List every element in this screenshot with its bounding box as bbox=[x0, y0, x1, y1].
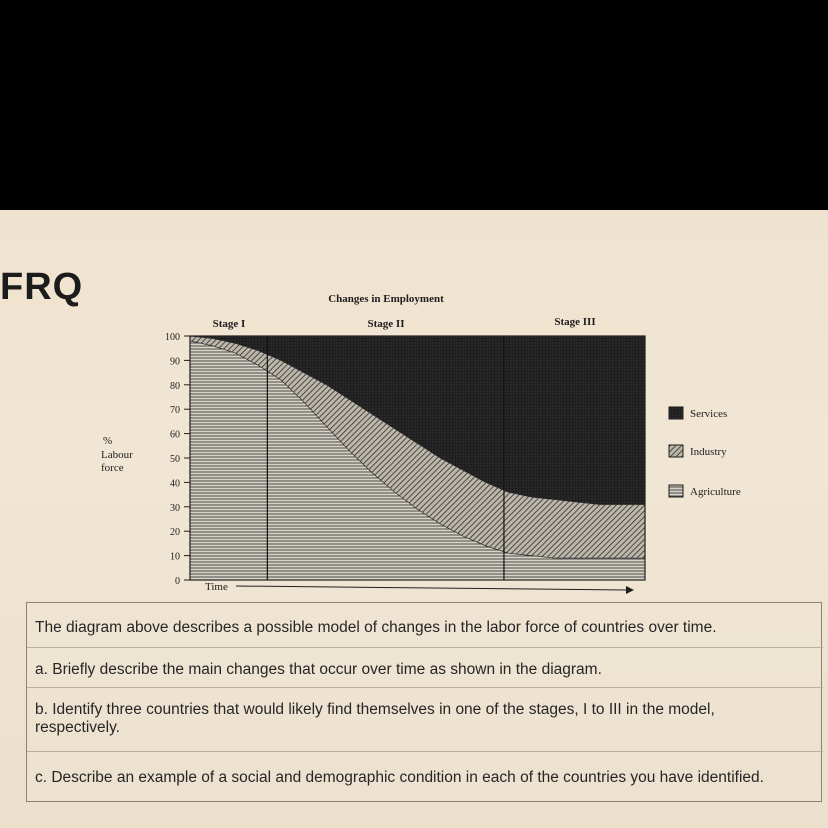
y-tick-label: 10 bbox=[170, 551, 180, 563]
photo-dark-background bbox=[0, 0, 828, 210]
question-c-text: c. Describe an example of a social and demographic condition in each of the countries you have identified. bbox=[35, 769, 764, 786]
stage-label-3: Stage III bbox=[554, 316, 596, 328]
employment-chart bbox=[0, 210, 828, 602]
question-a-text: a. Briefly describe the main changes that occur over time as shown in the diagram. bbox=[35, 661, 602, 678]
y-tick-label: 50 bbox=[170, 454, 180, 465]
y-tick-label: 30 bbox=[170, 502, 180, 514]
time-axis bbox=[205, 581, 634, 594]
y-tick-label: 60 bbox=[170, 429, 180, 441]
y-tick-label: 70 bbox=[170, 405, 180, 417]
y-tick-label: 80 bbox=[170, 380, 180, 392]
y-tick-label: 0 bbox=[175, 576, 180, 587]
y-axis-label-percent: % bbox=[103, 435, 113, 447]
question-c bbox=[27, 751, 823, 801]
legend-swatch-industry bbox=[669, 445, 683, 457]
question-b bbox=[27, 687, 823, 752]
legend-label-services: Services bbox=[690, 408, 728, 420]
y-tick-label: 100 bbox=[165, 332, 180, 343]
x-axis-label: Time bbox=[205, 581, 228, 593]
legend-swatch-agriculture bbox=[669, 485, 683, 497]
page-heading: FRQ bbox=[0, 266, 84, 308]
question-b-text: b. Identify three countries that would likely find themselves in one of the stages, I to III in the model, respectively. bbox=[35, 701, 715, 736]
y-tick-label: 90 bbox=[170, 356, 180, 368]
chart-areas bbox=[190, 336, 645, 580]
chart-title: Changes in Employment bbox=[328, 293, 444, 305]
y-axis-label-force: force bbox=[101, 462, 124, 474]
legend-swatch-services bbox=[669, 407, 683, 419]
y-axis-label-labour: Labour bbox=[101, 449, 133, 461]
legend-label-agriculture: Agriculture bbox=[690, 486, 741, 498]
y-tick-label: 20 bbox=[170, 527, 180, 539]
question-intro bbox=[27, 603, 823, 648]
stage-label-2: Stage II bbox=[367, 318, 405, 330]
question-intro-text: The diagram above describes a possible model of changes in the labor force of countries over time. bbox=[35, 619, 717, 636]
time-arrow-line bbox=[236, 586, 626, 590]
legend-label-industry: Industry bbox=[690, 446, 727, 458]
time-arrow-head bbox=[626, 586, 634, 594]
chart-legend bbox=[669, 407, 741, 498]
stage-label-1: Stage I bbox=[212, 318, 246, 330]
question-box bbox=[26, 602, 822, 802]
question-a bbox=[27, 647, 823, 688]
y-tick-label: 40 bbox=[170, 478, 180, 490]
y-axis-ticks bbox=[165, 332, 190, 587]
